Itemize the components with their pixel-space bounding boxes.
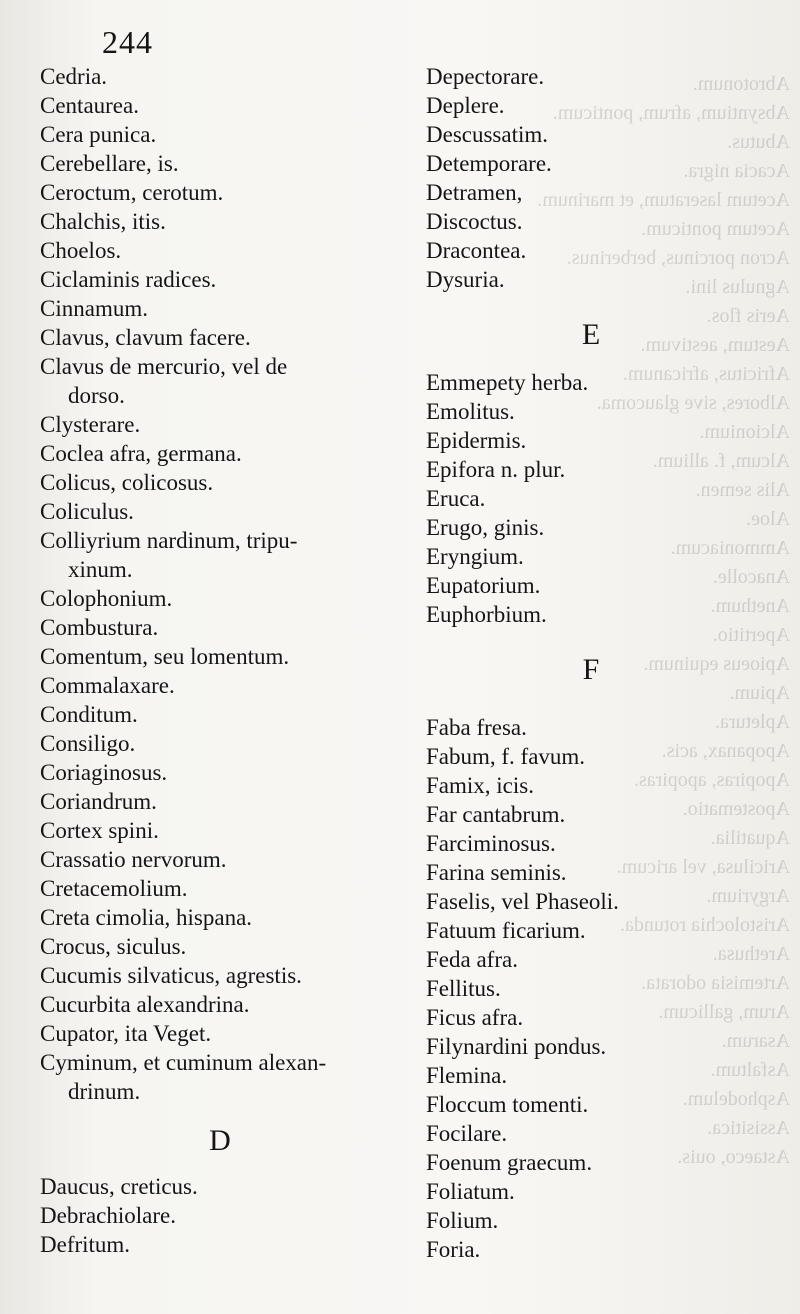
dictionary-entry: Epidermis. (426, 428, 527, 453)
dictionary-entry: Far cantabrum. (426, 802, 566, 827)
dictionary-entry: Creta cimolia, hispana. (40, 905, 253, 930)
dictionary-entry: Ficus afra. (426, 1005, 524, 1030)
dictionary-entry: Colliyrium nardinum, tripu- (40, 528, 298, 553)
dictionary-entry: Detemporare. (426, 151, 552, 176)
dictionary-entry: Farina seminis. (426, 860, 567, 885)
section-heading-f: F (582, 653, 600, 686)
dictionary-entry: Epifora n. plur. (426, 457, 566, 482)
dictionary-entry: Detramen, (426, 180, 523, 205)
dictionary-entry: Feda afra. (426, 947, 518, 972)
dictionary-entry: Cortex spini. (40, 818, 159, 843)
dictionary-entry-continuation: xinum. (68, 557, 133, 582)
dictionary-entry: Cretacemolium. (40, 876, 188, 901)
dictionary-entry: Consiligo. (40, 731, 136, 756)
dictionary-entry-continuation: dorso. (68, 383, 125, 408)
dictionary-entry: Coriandrum. (40, 789, 157, 814)
dictionary-entry: Emmepety herba. (426, 370, 589, 395)
dictionary-entry: Clysterare. (40, 412, 141, 437)
dictionary-entry: Colophonium. (40, 586, 173, 611)
dictionary-entry: Chalchis, itis. (40, 209, 166, 234)
dictionary-entry: Folium. (426, 1208, 499, 1233)
dictionary-entry: Discoctus. (426, 209, 523, 234)
dictionary-entry: Clavus, clavum facere. (40, 325, 251, 350)
dictionary-entry: Colicus, colicosus. (40, 470, 214, 495)
section-heading-d: D (209, 1124, 231, 1157)
dictionary-entry: Emolitus. (426, 399, 515, 424)
dictionary-entry: Debrachiolare. (40, 1203, 177, 1228)
dictionary-entry: Ciclaminis radices. (40, 267, 217, 292)
dictionary-entry: Coclea afra, germana. (40, 441, 242, 466)
dictionary-entry: Clavus de mercurio, vel de (40, 354, 288, 379)
dictionary-entry: Centaurea. (40, 93, 139, 118)
dictionary-entry: Defritum. (40, 1232, 131, 1257)
dictionary-entry: Cyminum, et cuminum alexan- (40, 1050, 327, 1075)
dictionary-entry: Erugo, ginis. (426, 515, 545, 540)
dictionary-entry: Focilare. (426, 1121, 508, 1146)
dictionary-entry: Coriaginosus. (40, 760, 168, 785)
dictionary-entry: Faselis, vel Phaseoli. (426, 889, 619, 914)
dictionary-entry: Foria. (426, 1237, 481, 1262)
dictionary-entry: Dracontea. (426, 238, 527, 263)
dictionary-entry: Cupator, ita Veget. (40, 1021, 212, 1046)
dictionary-entry: Cedria. (40, 64, 108, 89)
dictionary-entry: Conditum. (40, 702, 138, 727)
dictionary-entry: Descussatim. (426, 122, 549, 147)
dictionary-entry-continuation: drinum. (68, 1079, 141, 1104)
bleed-through-text: Abrotonum. Absyntium, afrum, ponticum. Abutus. Acacia nigra. Acetum laseratum, et marinum. Acetum ponticum. Acron porcinus, berberinus. Agnulus lini. Aeris flos. Aestum, aestivum. Africitus, africanum. Albores, sive glaucoma. Alcionium. Alcum, f. allium. Alis semen. Aloe. Ammoniacum. Anacolle. Anethum. Apertitio. Apioeus equinum. Apium. Apletura. Apopanax, acis. Apopiras, apopiras. Apostematio. Aquatilia. Aricilusa, vel aricum. Argyrium. Aristolochia rotunda. Arethusa. Artemisia odorata. Arum, gallicum. Asarum. Asfaltum. Asphodelum. Assisitica. Astaeco, ouis. (537, 73, 790, 1168)
dictionary-entry: Fatuum ficarium. (426, 918, 586, 943)
dictionary-entry: Crassatio nervorum. (40, 847, 227, 872)
dictionary-entry: Depectorare. (426, 64, 545, 89)
dictionary-entry: Coliculus. (40, 499, 134, 524)
dictionary-entry: Crocus, siculus. (40, 934, 187, 959)
dictionary-entry: Daucus, creticus. (40, 1174, 198, 1199)
dictionary-entry: Choelos. (40, 238, 122, 263)
dictionary-entry: Eupatorium. (426, 573, 541, 598)
dictionary-entry: Farciminosus. (426, 831, 556, 856)
dictionary-entry: Deplere. (426, 93, 505, 118)
dictionary-entry: Comentum, seu lomentum. (40, 644, 290, 669)
dictionary-entry: Commalaxare. (40, 673, 175, 698)
dictionary-entry: Foenum graecum. (426, 1150, 593, 1175)
dictionary-entry: Cinnamum. (40, 296, 148, 321)
dictionary-entry: Fabum, f. favum. (426, 744, 586, 769)
dictionary-entry: Foliatum. (426, 1179, 515, 1204)
dictionary-entry: Fellitus. (426, 976, 501, 1001)
dictionary-entry: Cucumis silvaticus, agrestis. (40, 963, 302, 988)
dictionary-entry: Dysuria. (426, 267, 505, 292)
section-heading-e: E (581, 318, 601, 351)
dictionary-entry: Cerebellare, is. (40, 151, 179, 176)
dictionary-entry: Euphorbium. (426, 602, 547, 627)
dictionary-entry: Ceroctum, cerotum. (40, 180, 224, 205)
dictionary-entry: Faba fresa. (426, 715, 527, 740)
dictionary-entry: Floccum tomenti. (426, 1092, 589, 1117)
dictionary-entry: Eryngium. (426, 544, 524, 569)
left-column (40, 62, 400, 1259)
dictionary-entry: Eruca. (426, 486, 486, 511)
dictionary-entry: Cera punica. (40, 122, 157, 147)
dictionary-entry: Famix, icis. (426, 773, 534, 798)
dictionary-entry: Combustura. (40, 615, 159, 640)
dictionary-entry: Cucurbita alexandrina. (40, 992, 250, 1017)
right-column (426, 62, 756, 1264)
dictionary-entry: Filynardini pondus. (426, 1034, 607, 1059)
dictionary-entry: Flemina. (426, 1063, 508, 1088)
page-number: 244 (102, 24, 153, 60)
